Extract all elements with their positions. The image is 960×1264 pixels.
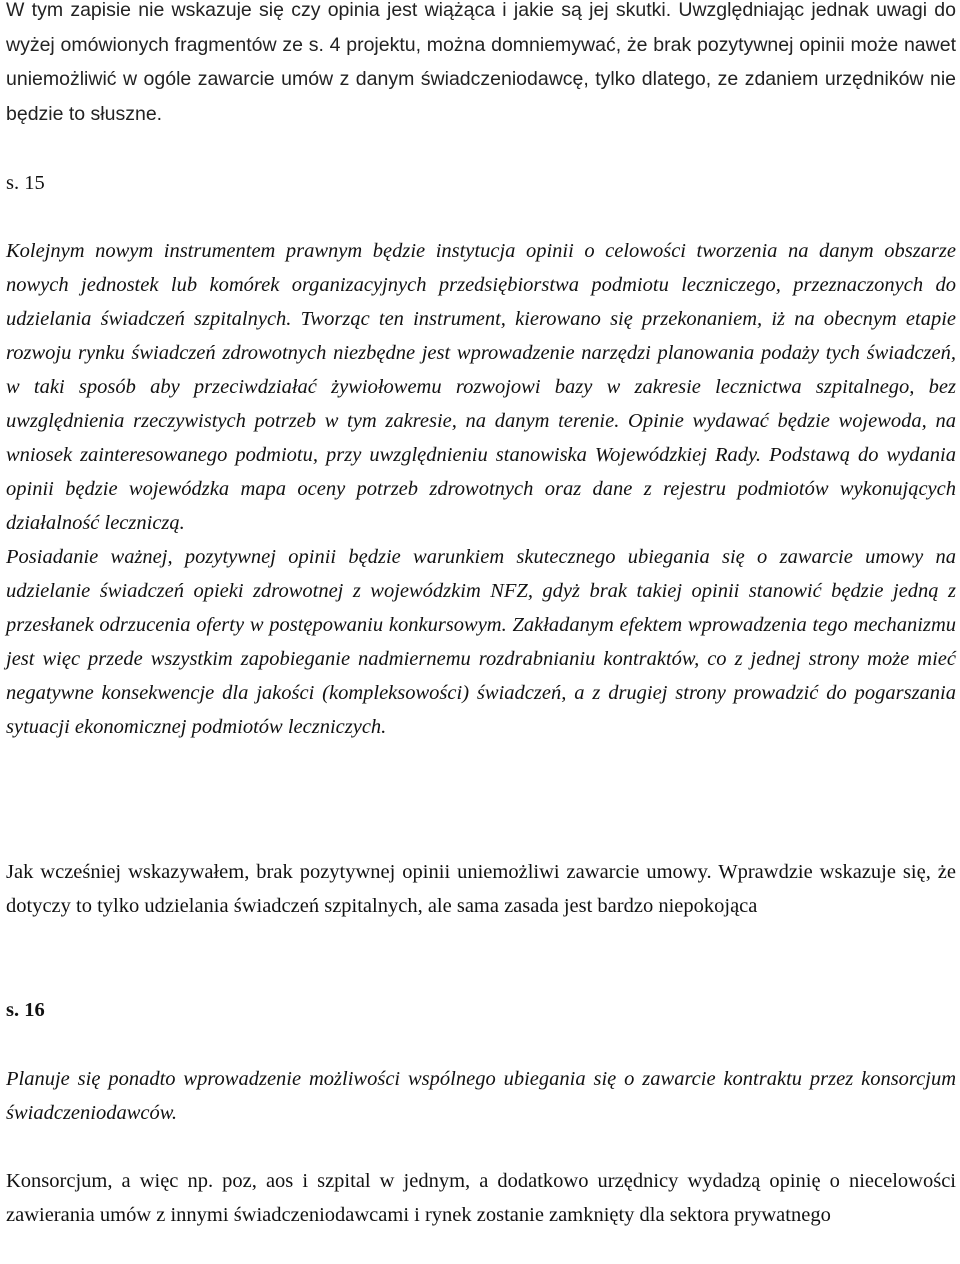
section-15-quote-part-b: Posiadanie ważnej, pozytywnej opinii będzie warunkiem skutecznego ubiegania się o zawarcie umowy na udzielanie świadczeń opieki zdrowotnej z wojewódzkim NFZ, gdyż brak takiej opinii stanowić będzie jedną z przesłanek odrzucenia oferty w postępowaniu konkursowym. Zakładanym efektem wprowadzenia tego mechanizmu jest więc przede wszystkim zapobieganie nadmiernemu rozdrabnianiu kontraktów, co z jednej strony może mieć negatywne konsekwencje dla jakości (kompleksowości) świadczeń, a z drugiej strony prowadzić do pogarszania sytuacji ekonomicznej podmiotów leczniczych. (6, 546, 956, 738)
section-15-quote (6, 234, 956, 744)
section-16-heading: s. 16 (6, 999, 45, 1021)
section-15-comment: Jak wcześniej wskazywałem, brak pozytywnej opinii uniemożliwi zawarcie umowy. Wprawdzie wskazuje się, że dotyczy to tylko udzielania świadczeń szpitalnych, ale sama zasada jest bardzo niepokojąca (6, 861, 956, 917)
intro-paragraph: W tym zapisie nie wskazuje się czy opinia jest wiążąca i jakie są jej skutki. Uwzględniając jednak uwagi do wyżej omówionych fragmentów ze s. 4 projektu, można domniemywać, że brak pozytywnej opinii może nawet uniemożliwić w ogóle zawarcie umów z danym świadczeniodawcę, tylko dlatego, ze zdaniem urzędników nie będzie to słuszne. (6, 0, 956, 125)
section-15-quote-part-a: Kolejnym nowym instrumentem prawnym będzie instytucja opinii o celowości tworzenia na danym obszarze nowych jednostek lub komórek organizacyjnych przedsiębiorstwa podmiotu leczniczego, przeznaczonych do udzielania świadczeń szpitalnych. Tworząc ten instrument, kierowano się przekonaniem, iż na obecnym etapie rozwoju rynku świadczeń zdrowotnych niezbędne jest wprowadzenie narzędzi planowania podaży tych świadczeń, w taki sposób aby przeciwdziałać żywiołowemu rozwojowi bazy w zakresie lecznictwa szpitalnego, bez uwzględnienia rzeczywistych potrzeb w tym zakresie, na danym terenie. Opinie wydawać będzie wojewoda, na wniosek zainteresowanego podmiotu, przy uwzględnieniu stanowiska Wojewódzkiej Rady. Podstawą do wydania opinii będzie wojewódzka mapa oceny potrzeb zdrowotnych oraz dane z rejestru podmiotów wykonujących działalność leczniczą. (6, 240, 956, 534)
section-16-quote: Planuje się ponadto wprowadzenie możliwości wspólnego ubiegania się o zawarcie kontraktu przez konsorcjum świadczeniodawców. (6, 1068, 956, 1124)
section-15-heading: s. 15 (6, 172, 45, 194)
section-16-comment: Konsorcjum, a więc np. poz, aos i szpital w jednym, a dodatkowo urzędnicy wydadzą opinię o niecelowości zawierania umów z innymi świadczeniodawcami i rynek zostanie zamknięty dla sektora prywatnego (6, 1170, 956, 1226)
